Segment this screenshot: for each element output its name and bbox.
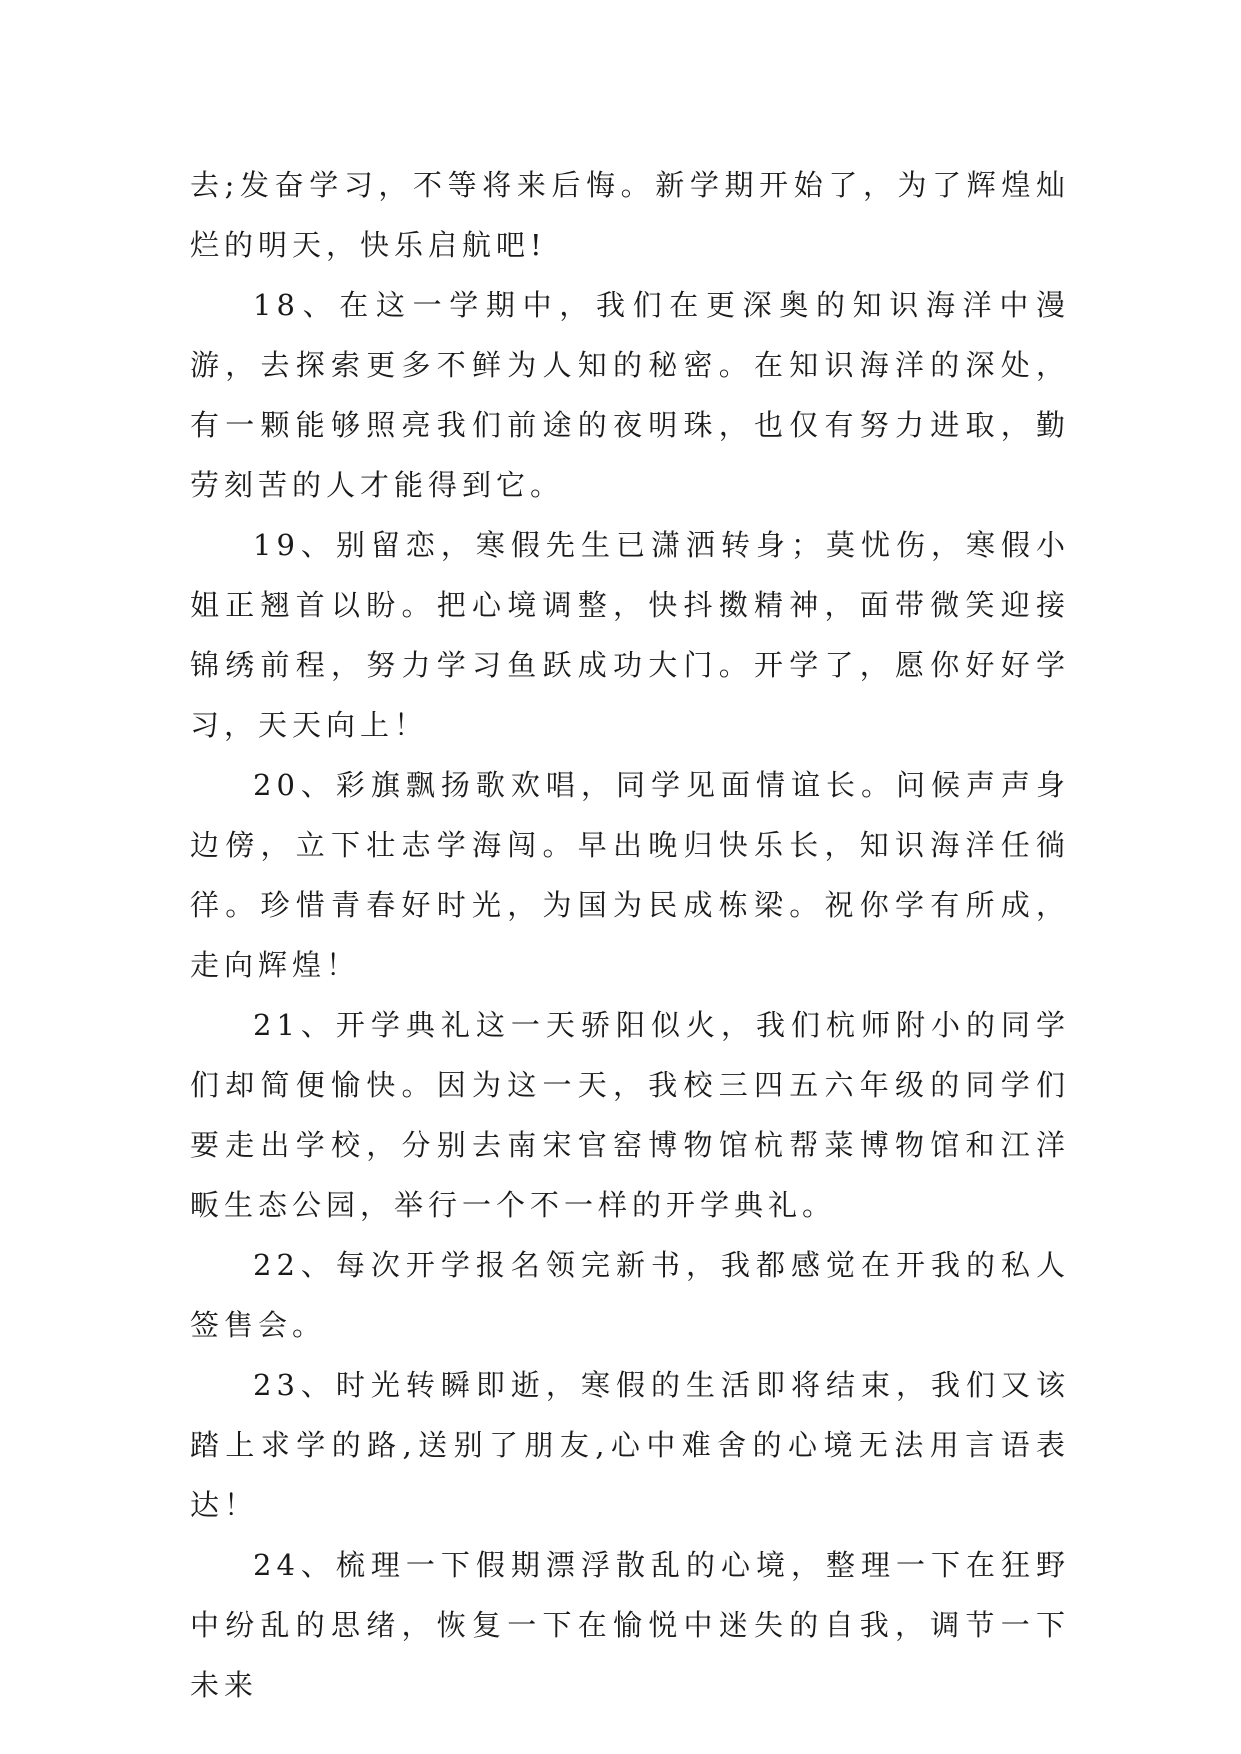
paragraph-24: 24、梳理一下假期漂浮散乱的心境，整理一下在狂野中纷乱的思绪，恢复一下在愉悦中迷失的自我，调节一下未来 [190, 1548, 1070, 1702]
paragraph-20: 20、彩旗飘扬歌欢唱，同学见面情谊长。问候声声身边傍，立下壮志学海闯。早出晚归快乐长，知识海洋任徜徉。珍惜青春好时光，为国为民成栋梁。祝你学有所成，走向辉煌！ [190, 768, 1070, 982]
paragraph-19: 19、别留恋，寒假先生已潇洒转身；莫忧伤，寒假小姐正翘首以盼。把心境调整，快抖擞精神，面带微笑迎接锦绣前程，努力学习鱼跃成功大门。开学了，愿你好好学习，天天向上！ [190, 528, 1070, 742]
paragraph-22: 22、每次开学报名领完新书，我都感觉在开我的私人签售会。 [190, 1248, 1070, 1342]
paragraph-continuation: 去;发奋学习，不等将来后悔。新学期开始了，为了辉煌灿烂的明天，快乐启航吧! [190, 168, 1070, 262]
document-body [190, 155, 1070, 1715]
paragraph-21: 21、开学典礼这一天骄阳似火，我们杭师附小的同学们却简便愉快。因为这一天，我校三四五六年级的同学们要走出学校，分别去南宋官窑博物馆杭帮菜博物馆和江洋畈生态公园，举行一个不一样的开学典礼。 [190, 1008, 1070, 1222]
paragraph-18: 18、在这一学期中，我们在更深奥的知识海洋中漫游，去探索更多不鲜为人知的秘密。在知识海洋的深处，有一颗能够照亮我们前途的夜明珠，也仅有努力进取，勤劳刻苦的人才能得到它。 [190, 288, 1070, 502]
paragraph-23: 23、时光转瞬即逝，寒假的生活即将结束，我们又该踏上求学的路,送别了朋友,心中难舍的心境无法用言语表达！ [190, 1368, 1070, 1522]
